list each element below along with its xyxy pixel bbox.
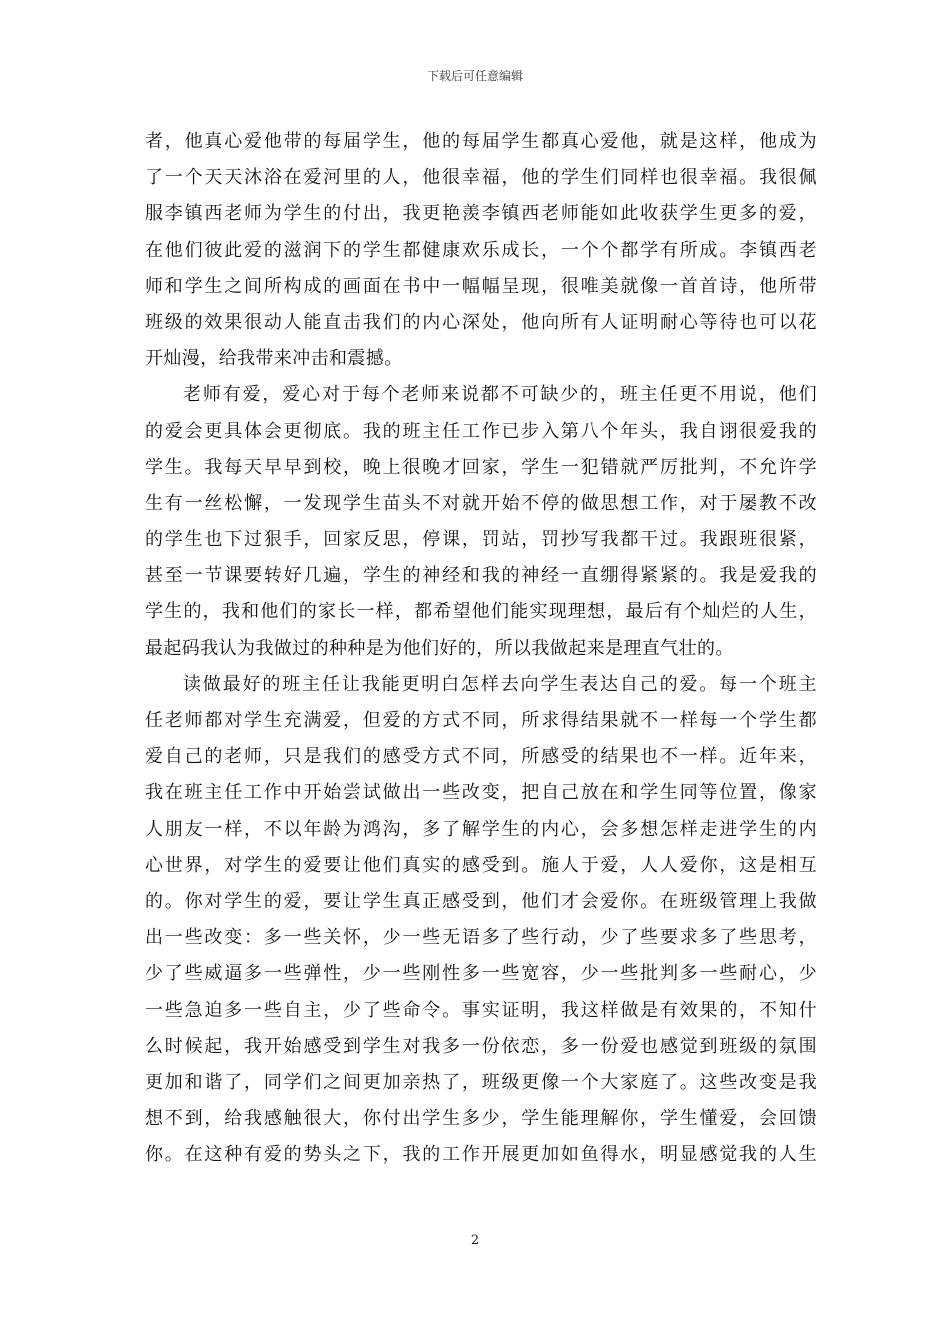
text-line: 一些急迫多一些自主，少了些命令。事实证明，我这样做是有效果的，不知什: [145, 999, 817, 1021]
text-line: 的爱会更具体会更彻底。我的班主任工作已步入第八个年头，我自诩很爱我的: [145, 420, 817, 442]
text-line: 在他们彼此爱的滋润下的学生都健康欢乐成长，一个个都学有所成。李镇西老: [145, 239, 817, 261]
text-line: 班级的效果很动人能直击我们的内心深处，他向所有人证明耐心等待也可以花: [145, 311, 817, 333]
text-line: 人朋友一样，不以年龄为鸿沟，多了解学生的内心，会多想怎样走进学生的内: [145, 818, 817, 840]
text-line: 最起码我认为我做过的种种是为他们好的，所以我做起来是理直气壮的。: [145, 637, 734, 659]
text-line: 服李镇西老师为学生的付出，我更艳羡李镇西老师能如此收获学生更多的爱，: [145, 203, 817, 225]
page-header: 下载后可任意编辑: [426, 69, 523, 83]
paragraph: [145, 124, 817, 377]
text-line: 的学生也下过狠手，回家反思，停课，罚站，罚抄写我都干过。我跟班很紧，: [145, 529, 817, 551]
text-line: 爱自己的老师，只是我们的感受方式不同，所感受的结果也不一样。近年来，: [145, 746, 817, 768]
text-line: 的。你对学生的爱，要让学生真正感受到，他们才会爱你。在班级管理上我做: [145, 890, 817, 912]
text-line: 少了些威逼多一些弹性，少一些刚性多一些宽容，少一些批判多一些耐心，少: [145, 963, 817, 985]
text-line: 学生。我每天早早到校，晚上很晚才回家，学生一犯错就严厉批判，不允许学: [145, 456, 817, 478]
text-line: 想不到，给我感触很大，你付出学生多少，学生能理解你，学生懂爱，会回馈: [145, 1108, 817, 1130]
text-line: 者，他真心爱他带的每届学生，他的每届学生都真心爱他，就是这样，他成为: [145, 131, 817, 152]
text-line: 师和学生之间所构成的画面在书中一幅幅呈现，很唯美就像一首首诗，他所带: [145, 275, 817, 297]
text-line: 读做最好的班主任让我能更明白怎样去向学生表达自己的爱。每一个班主: [183, 673, 817, 695]
text-line: 了一个天天沐浴在爱河里的人，他很幸福，他的学生们同样也很幸福。我很佩: [145, 167, 817, 189]
text-line: 生有一丝松懈，一发现学生苗头不对就开始不停的做思想工作，对于屡教不改: [145, 492, 817, 514]
text-line: 甚至一节课要转好几遍，学生的神经和我的神经一直绷得紧紧的。我是爱我的: [145, 565, 817, 587]
page-number: 2: [470, 1233, 480, 1248]
text-line: 你。在这种有爱的势头之下，我的工作开展更加如鱼得水，明显感觉我的人生: [145, 1144, 817, 1166]
text-line: 么时候起，我开始感受到学生对我多一份依恋，多一份爱也感觉到班级的氛围: [145, 1035, 817, 1057]
text-line: 更加和谐了，同学们之间更加亲热了，班级更像一个大家庭了。这些改变是我: [145, 1071, 817, 1093]
paragraph: [145, 377, 817, 667]
text-line: 任老师都对学生充满爱，但爱的方式不同，所求得结果就不一样每一个学生都: [145, 710, 817, 731]
text-line: 心世界，对学生的爱要让他们真实的感受到。施人于爱，人人爱你，这是相互: [145, 854, 817, 876]
text-line: 开灿漫，给我带来冲击和震撼。: [145, 348, 403, 370]
text-line: 学生的，我和他们的家长一样，都希望他们能实现理想，最后有个灿烂的人生，: [145, 601, 817, 623]
paragraph: [145, 667, 817, 1174]
text-line: 老师有爱，爱心对于每个老师来说都不可缺少的，班主任更不用说，他们: [183, 384, 817, 406]
text-line: 出一些改变：多一些关怀，少一些无语多了些行动，少了些要求多了些思考，: [145, 927, 817, 949]
text-line: 我在班主任工作中开始尝试做出一些改变，把自己放在和学生同等位置，像家: [145, 782, 817, 804]
body-text: [145, 124, 817, 1173]
